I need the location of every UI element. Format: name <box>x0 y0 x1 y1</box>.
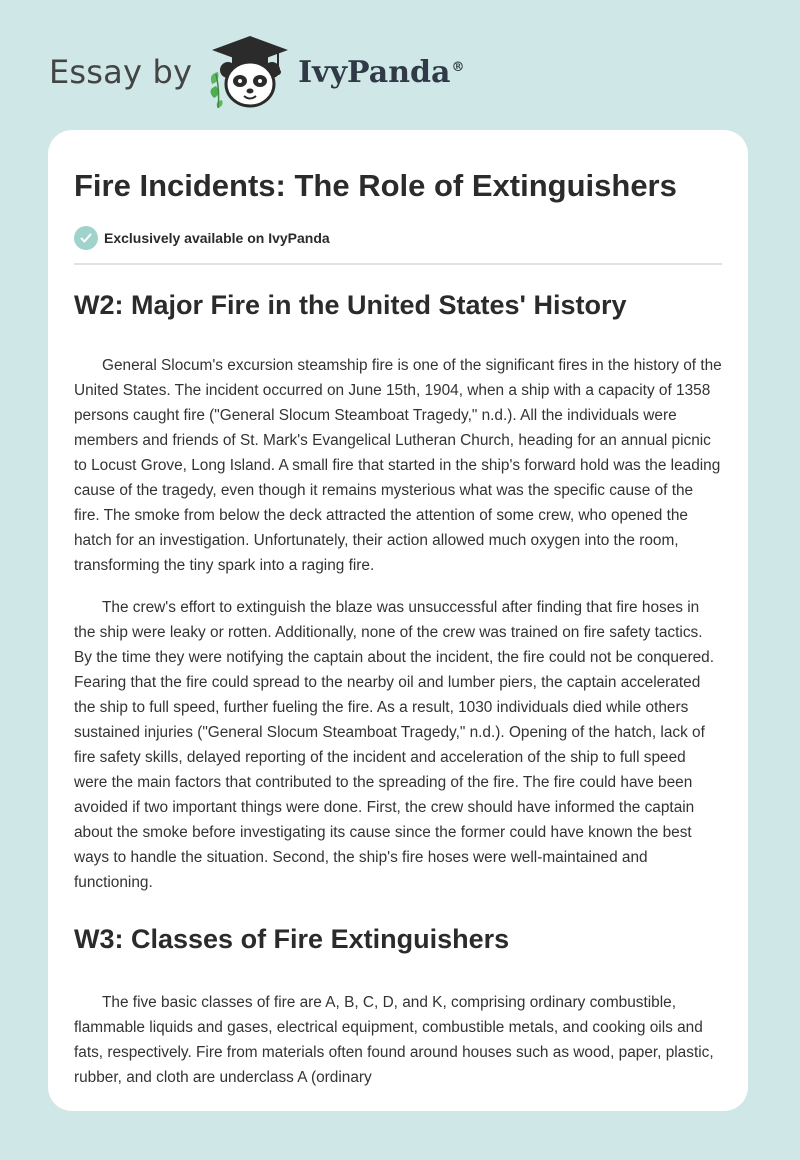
exclusive-badge-text: Exclusively available on IvyPanda <box>104 230 330 246</box>
exclusive-badge <box>74 226 722 250</box>
brand-header[interactable] <box>49 34 464 110</box>
check-circle-icon <box>74 226 98 250</box>
section-heading-w3: W3: Classes of Fire Extinguishers <box>74 924 510 954</box>
paragraph: General Slocum's excursion steamship fire is one of the significant fires in the history of the United States. The incident occurred on June 15th, 1904, when a ship with a capacity of 1358 persons caught fire ("General Slocum Steamboat Tragedy," n.d.). All the individuals were members and friends of St. Mark's Evangelical Lutheran Church, heading for an annual picnic to Locust Grove, Long Island. A small fire that started in the ship's forward hold was the leading cause of the tragedy, even though it remains mysterious what was the specific cause of the fire. The smoke from below the deck attracted the attention of some crew, who opened the hatch for an investigation. Unfortunately, their action allowed much oxygen into the room, transforming the tiny spark into a raging fire. <box>74 357 722 574</box>
article-card <box>48 130 748 1111</box>
divider <box>74 263 722 265</box>
brand-prefix: Essay by <box>49 53 193 91</box>
page-title: Fire Incidents: The Role of Extinguishers <box>74 168 677 203</box>
brand-name: IvyPanda® <box>298 54 465 90</box>
paragraph: The five basic classes of fire are A, B, C, D, and K, comprising ordinary combustible, flammable liquids and gases, electrical equipment, combustible metals, and cooking oils and fats, respectively. Fire from materials often found around houses such as wood, paper, plastic, rubber, and cloth are underclass A (ordinary <box>74 994 714 1086</box>
section-heading-w2: W2: Major Fire in the United States' History <box>74 290 627 320</box>
panda-graduate-logo-icon <box>206 34 294 110</box>
paragraph: The crew's effort to extinguish the blaze was unsuccessful after finding that fire hoses in the ship were leaky or rotten. Additionally, none of the crew was trained on fire safety tactics. By the time they were notifying the captain about the incident, the fire could not be conquered. Fearing that the fire could spread to the nearby oil and lumber piers, the captain accelerated the ship to full speed, further fueling the fire. As a result, 1030 individuals died while others sustained injuries ("General Slocum Steamboat Tragedy," n.d.). Opening of the hatch, lack of fire safety skills, delayed reporting of the incident and acceleration of the ship to full speed were the main factors that contributed to the spreading of the fire. The fire could have been avoided if two important things were done. First, the crew should have informed the captain about the smoke before investigating its cause since the former could have known the best ways to handle the situation. Second, the ship's fire hoses were well-maintained and functioning. <box>74 599 714 891</box>
